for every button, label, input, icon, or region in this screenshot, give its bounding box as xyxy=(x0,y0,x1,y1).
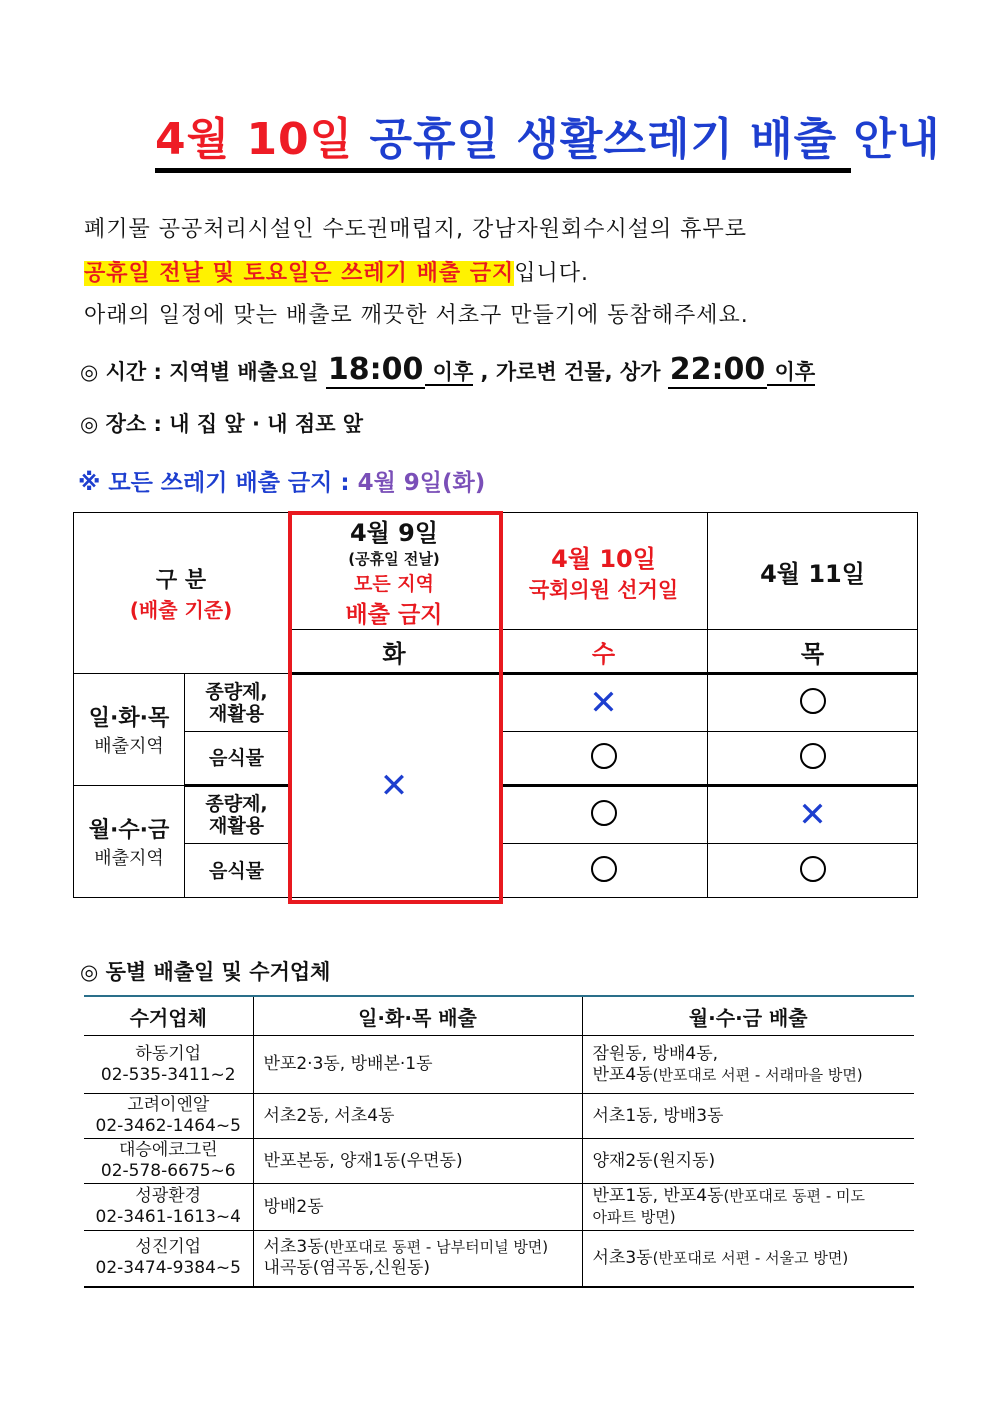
area-b-main: 반포4동 xyxy=(592,1064,653,1085)
intro-line-2 xyxy=(84,256,589,287)
apr9-ban-1: 모든 지역 xyxy=(353,573,435,595)
group-1 xyxy=(74,674,185,786)
highlight-mid: 은 쓰레기 xyxy=(310,261,417,286)
g2-r1-thu xyxy=(708,786,918,844)
vendors-table xyxy=(84,995,914,1288)
intro-line-3: 아래의 일정에 맞는 배출로 깨끗한 서초구 만들기에 동참해주세요. xyxy=(84,303,749,328)
group-1-sub: 배출지역 xyxy=(94,736,164,757)
kind-g2-r2: 음식물 xyxy=(185,844,289,898)
area-a: 서초2동, 서초4동 xyxy=(253,1094,582,1139)
vendor-phone: 02-3461-1613~4 xyxy=(95,1207,241,1227)
vendor-cell xyxy=(84,1184,253,1231)
schedule-table xyxy=(73,512,918,898)
header-apr9 xyxy=(289,513,500,630)
area-b-note-2: 아파트 방면) xyxy=(592,1208,676,1226)
title-date: 4월 10일 xyxy=(155,114,354,165)
header-label: 구 분 xyxy=(155,568,207,593)
x-mark-icon: ✕ xyxy=(589,683,618,723)
highlight-ban: 배출 금지 xyxy=(416,261,515,286)
title-text: 공휴일 생활쓰레기 배출 안내 xyxy=(369,114,941,165)
g1-r1-thu xyxy=(708,674,918,732)
circle-mark-icon xyxy=(800,743,826,769)
kind-line-1: 종량제, xyxy=(205,793,268,815)
area-a-note: (반포대로 동편 - 남부터미널 방면) xyxy=(323,1238,549,1257)
apr9-sub: (공휴일 전날) xyxy=(348,550,440,568)
time-mid: , 가로변 건물, 상가 xyxy=(473,360,668,384)
apr9-ban-2: 배출 금지 xyxy=(345,602,443,628)
header-apr10 xyxy=(500,513,708,630)
group-2 xyxy=(74,786,185,898)
time-line xyxy=(80,352,815,387)
page-title xyxy=(155,112,941,173)
vendor-cell xyxy=(84,1036,253,1094)
header-apr11 xyxy=(708,513,918,630)
time-2: 22:00 xyxy=(669,352,766,387)
header-sub: (배출 기준) xyxy=(129,598,233,622)
circle-mark-icon xyxy=(591,800,617,826)
kind-g2-r1 xyxy=(185,786,289,844)
vendor-phone: 02-535-3411~2 xyxy=(100,1064,236,1085)
kind-g1-r1 xyxy=(185,674,289,732)
vendor-cell xyxy=(84,1094,253,1139)
apr11-date: 4월 11일 xyxy=(760,559,865,588)
vendor-header-a: 일·화·목 배출 xyxy=(253,996,582,1036)
vendor-header-name: 수거업체 xyxy=(84,996,253,1036)
day-tue: 화 xyxy=(289,630,500,674)
area-b: 양재2동(원지동) xyxy=(582,1139,914,1184)
circle-mark-icon xyxy=(800,688,826,714)
vendor-name: 성진기업 xyxy=(135,1237,202,1258)
area-a-line-2: 내곡동(염곡동,신원동) xyxy=(263,1258,430,1279)
time-after-1: 이후 xyxy=(425,360,474,384)
area-b xyxy=(582,1184,914,1231)
area-b-main: 서초3동 xyxy=(592,1247,653,1268)
kind-line-1: 종량제, xyxy=(205,680,268,703)
area-b-note: (반포대로 서편 - 서울고 방면) xyxy=(652,1248,849,1267)
g2-r2-thu xyxy=(708,844,918,898)
group-1-name: 일·화·목 xyxy=(88,706,170,731)
vendor-name: 대승에코그린 xyxy=(118,1140,218,1160)
apr10-date: 4월 10일 xyxy=(551,544,656,573)
circle-mark-icon xyxy=(800,856,826,882)
x-mark-icon: ✕ xyxy=(379,766,409,806)
area-a xyxy=(253,1231,582,1287)
vendor-phone: 02-3474-9384~5 xyxy=(95,1258,241,1279)
ban-notice xyxy=(78,464,485,497)
g2-r1-wed xyxy=(500,786,708,844)
kind-g1-r2: 음식물 xyxy=(185,732,289,786)
g1-r2-thu xyxy=(708,732,918,786)
area-b xyxy=(582,1231,914,1287)
apr9-date: 4월 9일 xyxy=(349,519,439,547)
x-mark-icon: ✕ xyxy=(798,795,827,835)
area-b xyxy=(582,1036,914,1094)
area-b-note: (반포대로 서편 - 서래마을 방면) xyxy=(652,1065,863,1084)
area-b: 서초1동, 방배3동 xyxy=(582,1094,914,1139)
section-vendors-title: ◎ 동별 배출일 및 수거업체 xyxy=(80,960,331,984)
vendor-cell xyxy=(84,1231,253,1287)
day-wed: 수 xyxy=(500,630,708,674)
time-after-2: 이후 xyxy=(767,360,816,384)
intro-line-1: 폐기물 공공처리시설인 수도권매립지, 강남자원회수시설의 휴무로 xyxy=(84,217,748,242)
area-b-note: (반포대로 동편 - 미도 xyxy=(723,1187,865,1205)
highlight-holiday: 공휴일 전날 및 토요일 xyxy=(84,261,311,286)
area-a: 반포2·3동, 방배본·1동 xyxy=(253,1036,582,1094)
time-prefix: ◎ 시간 : 지역별 배출요일 xyxy=(80,360,326,384)
area-a: 반포본동, 양재1동(우면동) xyxy=(253,1139,582,1184)
vendor-cell xyxy=(84,1139,253,1184)
tue-ban-cell xyxy=(289,674,500,898)
group-2-name: 월·수·금 xyxy=(88,818,170,843)
vendor-phone: 02-3462-1464~5 xyxy=(95,1116,241,1136)
g1-r2-wed xyxy=(500,732,708,786)
time-1: 18:00 xyxy=(327,352,424,387)
day-thu: 목 xyxy=(708,630,918,674)
vendor-header-b: 월·수·금 배출 xyxy=(582,996,914,1036)
place-line: ◎ 장소 : 내 집 앞 · 내 점포 앞 xyxy=(80,412,364,436)
area-b-line-1: 잠원동, 방배4동, xyxy=(592,1043,719,1064)
area-b-line-2 xyxy=(593,1065,905,1086)
g1-r1-wed xyxy=(500,674,708,732)
kind-line-2: 재활용 xyxy=(208,815,265,837)
ban-notice-date: 4월 9일(화) xyxy=(357,470,486,496)
vendor-name: 하동기업 xyxy=(135,1043,202,1064)
header-category xyxy=(74,513,289,674)
vendor-phone: 02-578-6675~6 xyxy=(100,1161,236,1181)
circle-mark-icon xyxy=(591,743,617,769)
apr10-sub: 국회의원 선거일 xyxy=(528,577,679,602)
group-2-sub: 배출지역 xyxy=(94,848,164,869)
area-a: 방배2동 xyxy=(253,1184,582,1231)
vendor-name: 고려이엔알 xyxy=(127,1095,210,1115)
area-b-main: 반포1동, 반포4동 xyxy=(592,1186,724,1206)
g2-r2-wed xyxy=(500,844,708,898)
ban-notice-text: ※ 모든 쓰레기 배출 금지 : xyxy=(78,470,358,496)
kind-line-2: 재활용 xyxy=(208,702,265,725)
area-a-main: 서초3동 xyxy=(263,1237,324,1258)
vendor-name: 성광환경 xyxy=(135,1186,202,1206)
intro-line-2-end: 입니다. xyxy=(514,261,589,286)
circle-mark-icon xyxy=(591,856,617,882)
